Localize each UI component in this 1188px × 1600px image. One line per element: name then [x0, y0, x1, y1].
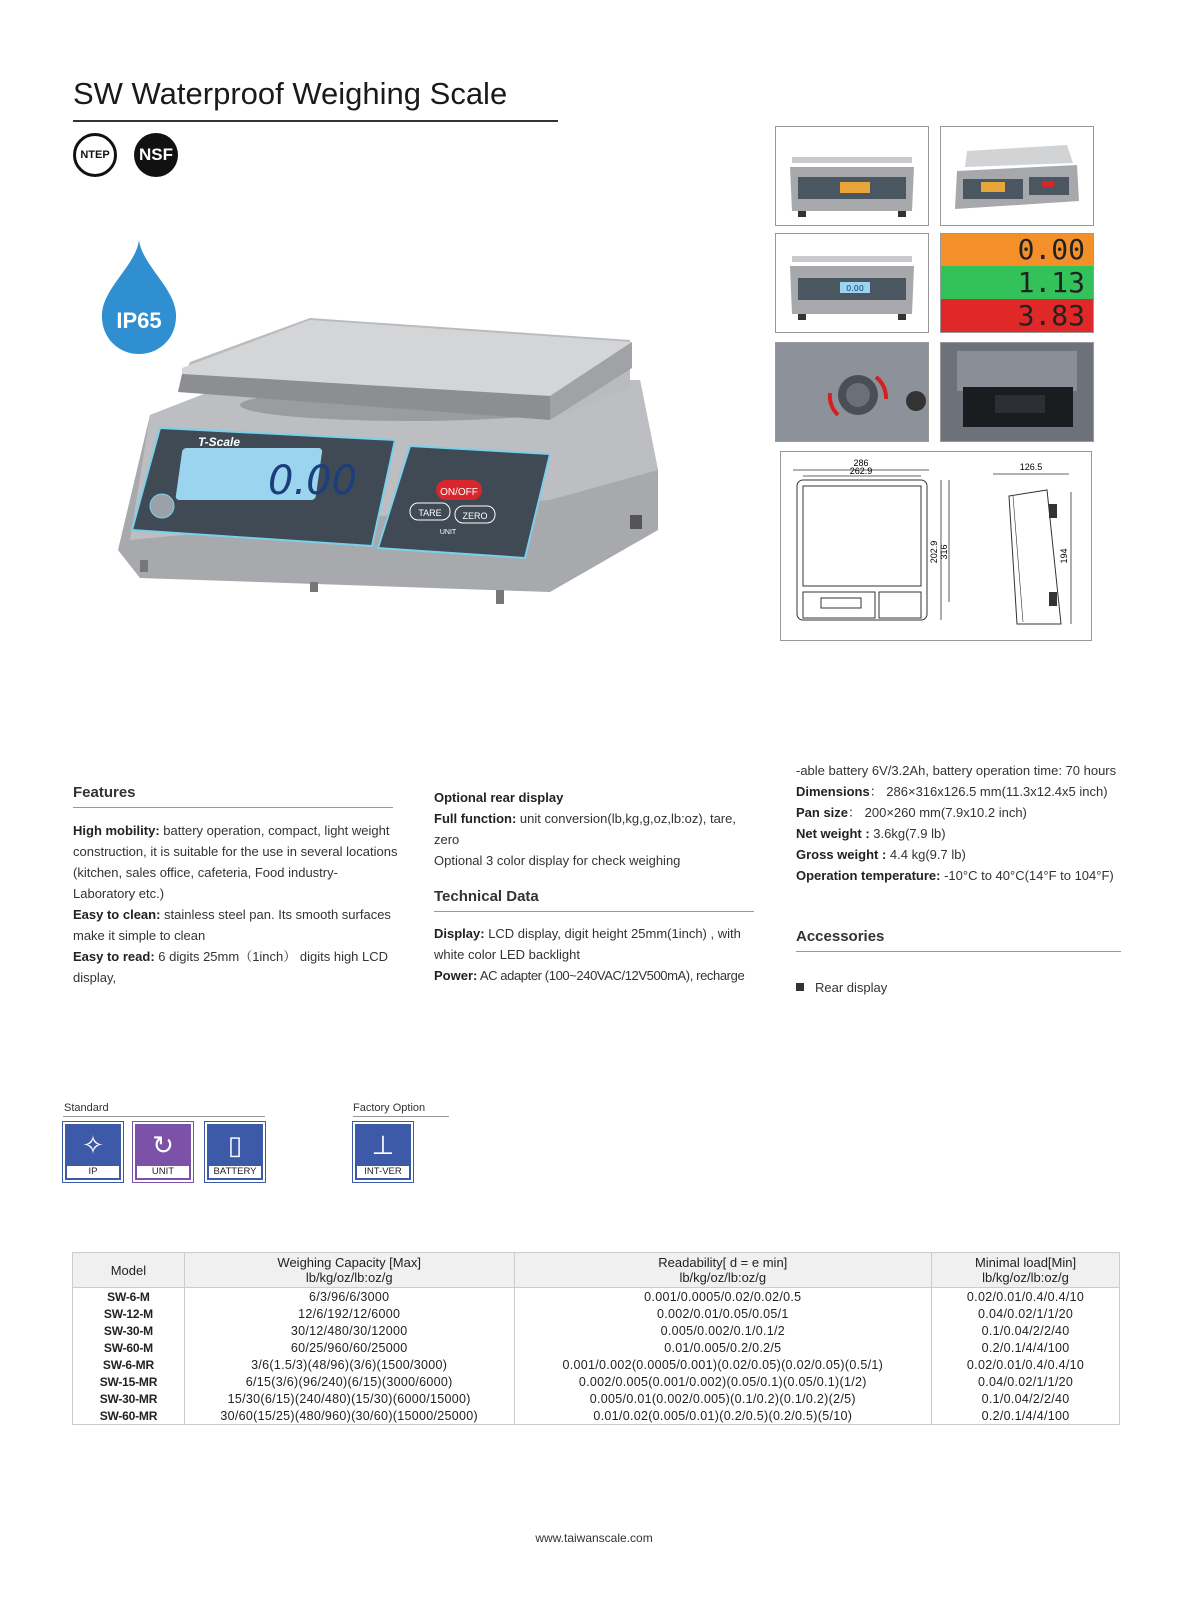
dim-side-height: 194 [1059, 548, 1069, 564]
thumb-front-view-blue [775, 233, 929, 333]
dimension-drawing [780, 451, 1092, 641]
tech-specs-text [796, 760, 1126, 886]
dim-depth-outer: 316 [939, 544, 949, 560]
pan-size-label: Pan size [796, 805, 849, 820]
badge-int-ver-label: INT-VER [357, 1166, 409, 1178]
header-capacity: Weighing Capacity [Max] lb/kg/oz/lb:oz/g [184, 1253, 514, 1288]
color-display-red: 3.83 [941, 299, 1093, 332]
badge-unit [133, 1122, 193, 1182]
full-function-label: Full function: [434, 811, 517, 826]
battery-icon: ▯ [227, 1129, 243, 1160]
unit-label: UNIT [439, 529, 457, 536]
table-row: SW-15-MR 6/15(3/6)(96/240)(6/15)(3000/6000) 0.002/0.005(0.001/0.002)(0.05/0.1)(0.05/0.1)(1/2) 0.04/0.02/1/1/20 [73, 1373, 1120, 1390]
thumb-knob-closeup [775, 342, 929, 442]
display-text: LCD display, digit height 25mm(1inch) , with white color LED backlight [434, 926, 741, 962]
optional-color-display: Optional 3 color display for check weighing [434, 853, 681, 868]
thumb-color-display [940, 233, 1094, 333]
btn-tare-label: TARE [418, 508, 442, 518]
factory-option-rule [353, 1116, 449, 1117]
badge-ip-label: IP [67, 1166, 119, 1178]
title-rule [73, 120, 558, 122]
net-weight-text: 3.6kg(7.9 lb) [869, 826, 946, 841]
table-row: SW-6-MR 3/6(1.5/3)(48/96)(3/6)(1500/3000) 0.001/0.002(0.0005/0.001)(0.02/0.05)(0.02/0.05)(0.5/1) 0.02/0.01/0.4/0.4/10 [73, 1356, 1120, 1373]
temperature-text: -10°C to 40°C(14°F to 104°F) [940, 868, 1114, 883]
weight-stand-icon: ⊥ [371, 1129, 395, 1160]
gross-weight-text: 4.4 kg(9.7 lb) [886, 847, 966, 862]
accessories-rule [796, 951, 1121, 952]
table-row: SW-60-MR 30/60(15/25)(480/960)(30/60)(15000/25000) 0.01/0.02(0.005/0.01)(0.2/0.5)(0.2/0.5)(5/10) 0.2/0.1/4/4/100 [73, 1407, 1120, 1425]
page-title: SW Waterproof Weighing Scale [73, 76, 508, 111]
nsf-logo: NSF [134, 133, 178, 177]
pan-size-text: ： 200×260 mm(7.9x10.2 inch) [848, 805, 1027, 820]
accessories-heading: Accessories [796, 928, 885, 945]
feature-mobility-text: battery operation, compact, light weight construction, it is suitable for the use in several locations (kitchen, sales office, cafeteria, Food industry-Laboratory etc.) [73, 823, 398, 901]
technical-data-heading: Technical Data [434, 888, 539, 905]
thumb-battery-compartment [940, 342, 1094, 442]
power-text: AC adapter (100~240VAC/12V500mA), recharge [477, 968, 745, 983]
power-label: Power: [434, 968, 478, 983]
standard-heading: Standard [64, 1102, 109, 1114]
feature-clean-text: stainless steel pan. Its smooth surfaces make it simple to clean [73, 907, 391, 943]
dimensions-label: Dimensions [796, 784, 870, 799]
small-display-reading: 0.00 [846, 284, 864, 293]
header-readability: Readability[ d = e min] lb/kg/oz/lb:oz/g [514, 1253, 932, 1288]
feature-mobility-label: High mobility: [73, 823, 160, 838]
badge-ip [63, 1122, 123, 1182]
badge-battery [205, 1122, 265, 1182]
accessory-item: Rear display [815, 980, 888, 995]
factory-option-heading: Factory Option [353, 1102, 426, 1114]
thumb-angle-view [940, 126, 1094, 226]
dimensions-text: ： 286×316x126.5 mm(11.3x12.4x5 inch) [869, 784, 1108, 799]
spec-table [72, 1252, 1120, 1425]
display-label: Display: [434, 926, 485, 941]
features-heading: Features [73, 784, 136, 801]
feature-clean-label: Easy to clean: [73, 907, 161, 922]
options-text [434, 787, 754, 871]
footer-url[interactable]: www.taiwanscale.com [535, 1531, 653, 1545]
refresh-cycle-icon: ↻ [152, 1129, 174, 1160]
table-row: SW-30-MR 15/30(6/15)(240/480)(15/30)(6000/15000) 0.005/0.01(0.002/0.005)(0.1/0.2)(0.1/0.2)(2/5) 0.1/0.04/2/2/40 [73, 1390, 1120, 1407]
dim-depth-inner: 202.9 [929, 540, 939, 564]
thumb-front-view [775, 126, 929, 226]
header-model: Model [73, 1253, 185, 1288]
badge-int-ver [353, 1122, 413, 1182]
technical-text [434, 923, 759, 986]
header-min-load: Minimal load[Min] lb/kg/oz/lb:oz/g [932, 1253, 1120, 1288]
color-display-green: 1.13 [941, 266, 1093, 299]
water-splash-icon: ✧ [82, 1129, 104, 1160]
gross-weight-label: Gross weight : [796, 847, 887, 862]
battery-continuation: -able battery 6V/3.2Ah, battery operation time: 70 hours [796, 763, 1117, 778]
color-display-orange: 0.00 [941, 234, 1093, 266]
badge-unit-label: UNIT [137, 1166, 189, 1178]
features-rule [73, 807, 393, 808]
scale-display-reading: 0.00 [268, 458, 358, 504]
dim-width-outer: 286 [853, 458, 869, 468]
scale-brand: T-Scale [198, 435, 241, 449]
feature-read-text: 6 digits 25mm（1inch） digits high LCD display, [73, 949, 389, 985]
technical-rule [434, 911, 754, 912]
features-text [73, 820, 398, 988]
btn-onoff-label: ON/OFF [440, 487, 478, 498]
dim-height: 126.5 [1019, 462, 1043, 472]
feature-read-label: Easy to read: [73, 949, 155, 964]
full-function-text: unit conversion(lb,kg,g,oz,lb:oz), tare, zero [434, 811, 736, 847]
ntep-logo: NTEP [73, 133, 117, 177]
standard-rule [63, 1116, 265, 1117]
badge-battery-label: BATTERY [209, 1166, 261, 1178]
net-weight-label: Net weight : [796, 826, 870, 841]
temperature-label: Operation temperature: [796, 868, 941, 883]
btn-zero-label: ZERO [462, 511, 488, 521]
table-row: SW-30-M 30/12/480/30/12000 0.005/0.002/0.1/0.1/2 0.1/0.04/2/2/40 [73, 1322, 1120, 1339]
table-row: SW-6-M 6/3/96/6/3000 0.001/0.0005/0.02/0.02/0.5 0.02/0.01/0.4/0.4/10 [73, 1288, 1120, 1306]
table-row: SW-60-M 60/25/960/60/25000 0.01/0.005/0.2/0.2/5 0.2/0.1/4/4/100 [73, 1339, 1120, 1356]
table-row: SW-12-M 12/6/192/12/6000 0.002/0.01/0.05/0.05/1 0.04/0.02/1/1/20 [73, 1305, 1120, 1322]
dim-width-inner: 262.9 [849, 466, 873, 476]
ip65-label: IP65 [116, 308, 162, 333]
table-header-row [73, 1253, 1120, 1288]
optional-rear-display: Optional rear display [434, 790, 564, 805]
bullet-square-icon [796, 983, 804, 991]
scale-illustration [110, 310, 670, 610]
